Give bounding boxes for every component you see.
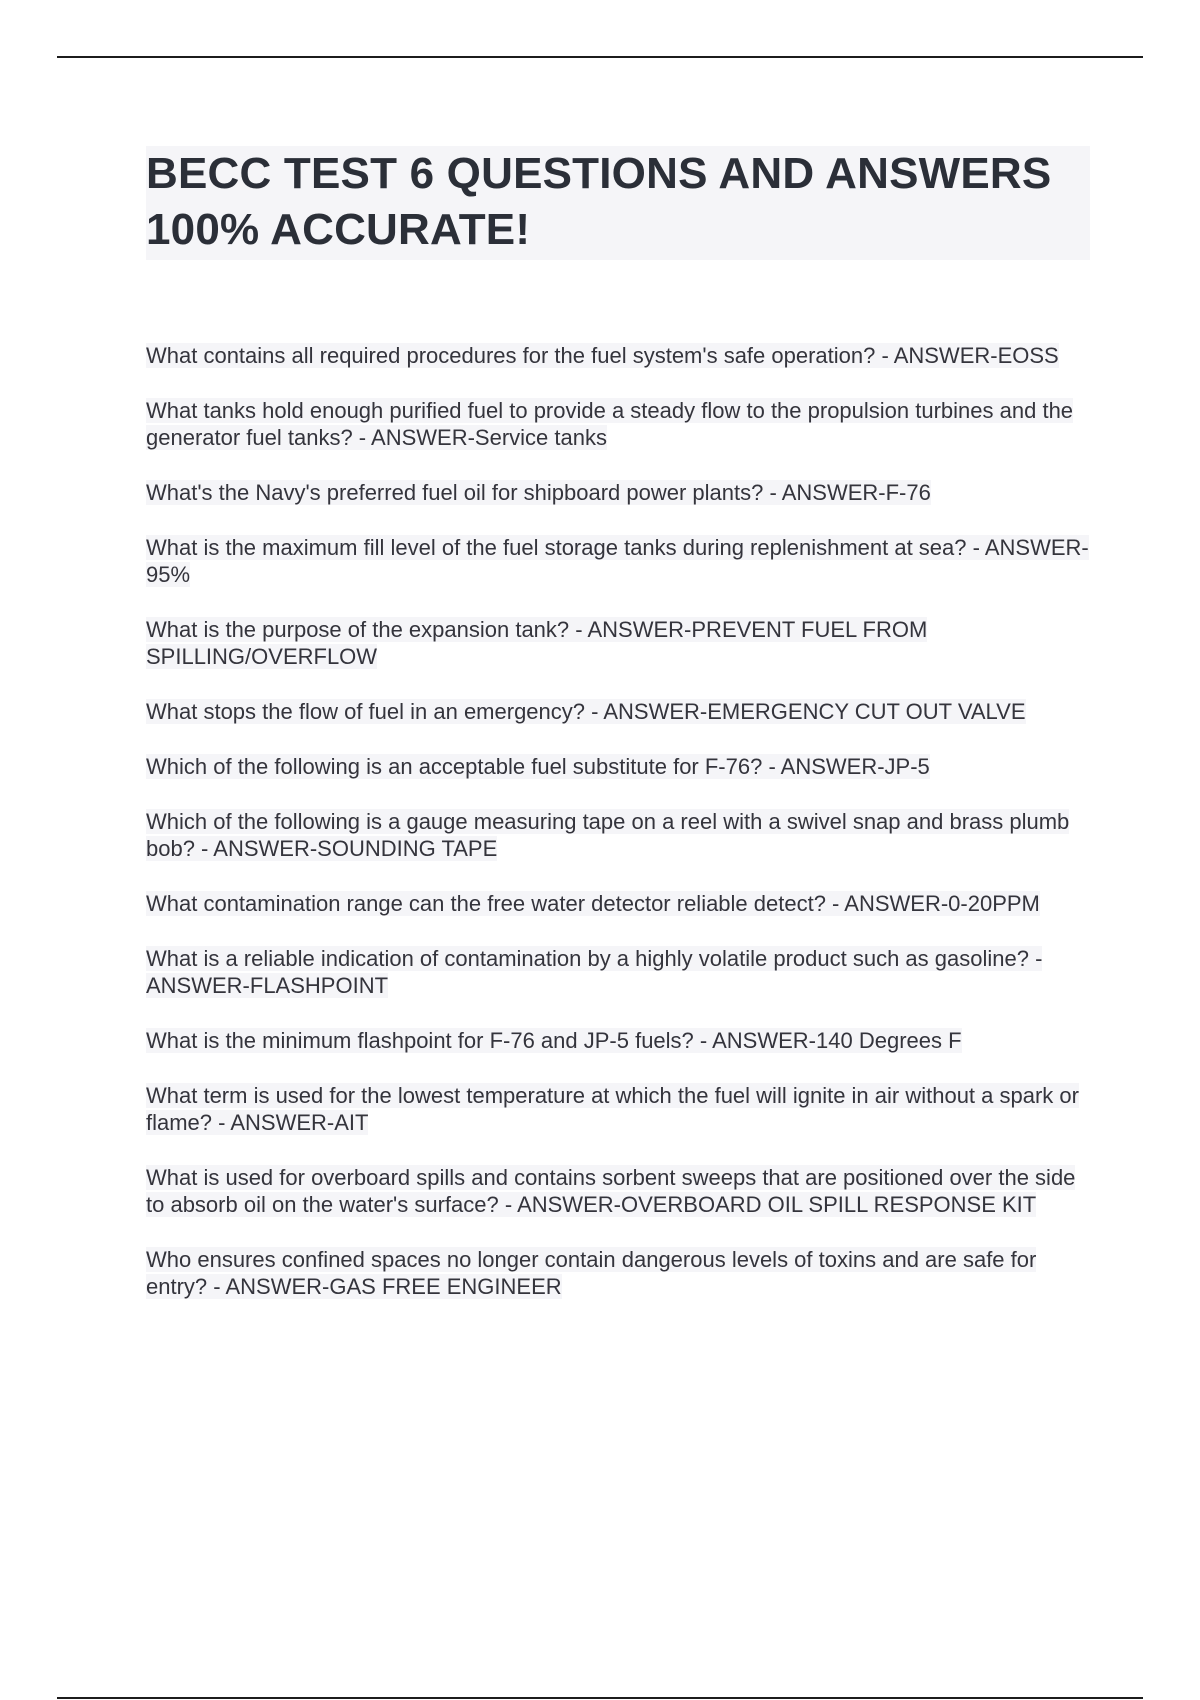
qa-item: What is the purpose of the expansion tank? - ANSWER-PREVENT FUEL FROM SPILLING/OVERFLOW	[146, 617, 928, 669]
qa-item: What term is used for the lowest temperature at which the fuel will ignite in air without a spark or flame? - ANSWER-AIT	[146, 1083, 1079, 1135]
qa-item: Who ensures confined spaces no longer contain dangerous levels of toxins and are safe for entry? - ANSWER-GAS FREE ENGINEER	[146, 1247, 1037, 1299]
qa-item: Which of the following is a gauge measuring tape on a reel with a swivel snap and brass plumb bob? - ANSWER-SOUNDING TAPE	[146, 809, 1070, 861]
qa-item: What is a reliable indication of contamination by a highly volatile product such as gasoline? - ANSWER-FLASHPOINT	[146, 946, 1043, 998]
qa-item: What stops the flow of fuel in an emergency? - ANSWER-EMERGENCY CUT OUT VALVE	[146, 699, 1026, 724]
bottom-divider	[57, 1697, 1143, 1699]
qa-item: Which of the following is an acceptable fuel substitute for F-76? - ANSWER-JP-5	[146, 754, 930, 779]
document-title: BECC TEST 6 QUESTIONS AND ANSWERS 100% ACCURATE!	[146, 146, 1090, 260]
qa-item: What tanks hold enough purified fuel to provide a steady flow to the propulsion turbines and the generator fuel tanks? - ANSWER-Service tanks	[146, 398, 1074, 450]
qa-item: What is the minimum flashpoint for F-76 and JP-5 fuels? - ANSWER-140 Degrees F	[146, 1028, 962, 1053]
document-body	[146, 146, 1090, 1328]
qa-item: What contains all required procedures for the fuel system's safe operation? - ANSWER-EOSS	[146, 343, 1059, 368]
qa-item: What's the Navy's preferred fuel oil for shipboard power plants? - ANSWER-F-76	[146, 480, 931, 505]
qa-item: What contamination range can the free water detector reliable detect? - ANSWER-0-20PPM	[146, 891, 1040, 916]
qa-item: What is the maximum fill level of the fuel storage tanks during replenishment at sea? - ANSWER-95%	[146, 535, 1089, 587]
top-divider	[57, 56, 1143, 58]
qa-item: What is used for overboard spills and contains sorbent sweeps that are positioned over the side to absorb oil on the water's surface? - ANSWER-OVERBOARD OIL SPILL RESPONSE KIT	[146, 1165, 1076, 1217]
qa-list	[146, 342, 1090, 1300]
